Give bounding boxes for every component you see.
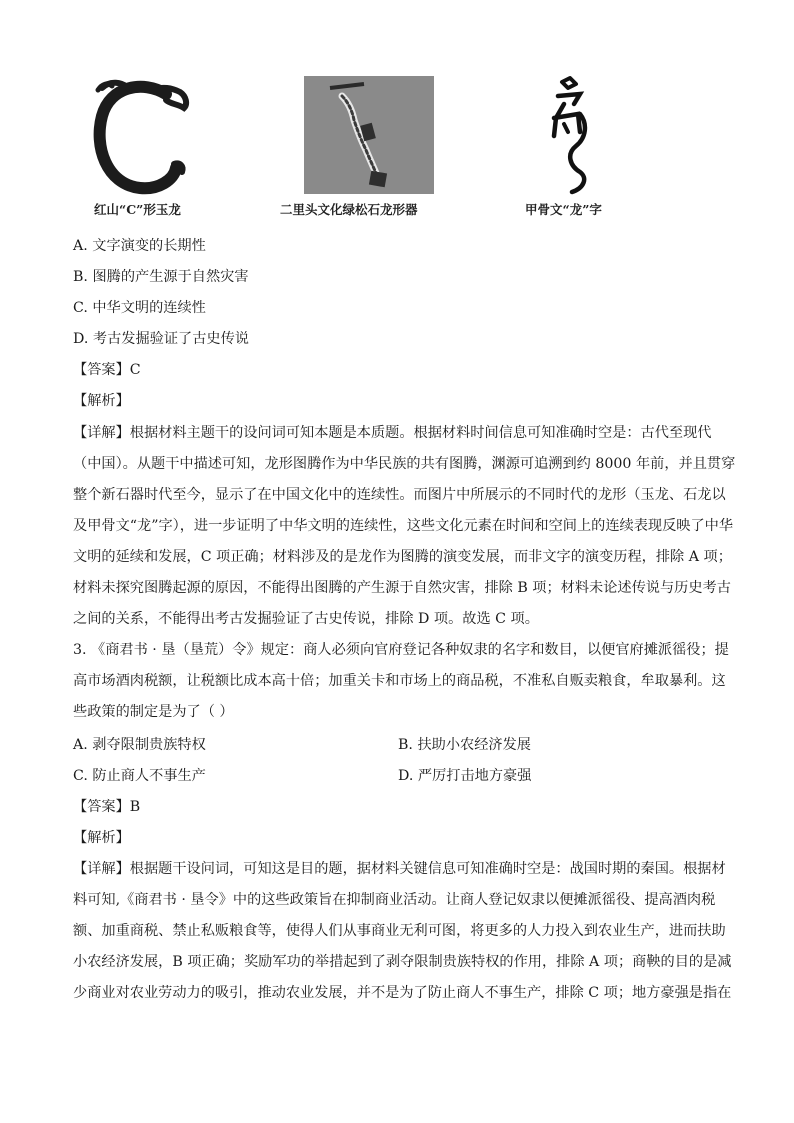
detail-line: 整个新石器时代至今，显示了在中国文化中的连续性。而图片中所展示的不同时代的龙形（玉龙、石龙以 <box>73 487 726 503</box>
detail-line: 额、加重商税、禁止私贩粮食等，使得人们从事商业无利可图，将更多的人力投入到农业生产，进而扶助 <box>73 923 726 939</box>
option-a: A. 文字演变的长期性 <box>73 238 206 254</box>
option-b: B. 扶助小农经济发展 <box>398 737 531 753</box>
option-d: D. 考古发掘验证了古史传说 <box>73 331 249 347</box>
detail-line: 材料未探究图腾起源的原因，不能得出图腾的产生源于自然灾害，排除 B 项；材料未论述传说与历史考古 <box>73 580 731 596</box>
detail-line: 文明的延续和发展，C 项正确；材料涉及的是龙作为图腾的演变发展，而非文字的演变历程，排除 A 项； <box>73 549 732 565</box>
turquoise-dragon-photo <box>304 76 434 194</box>
jade-c-dragon-image <box>88 76 193 198</box>
detail-line: 【详解】根据材料主题干的设问词可知本题是本质题。根据材料时间信息可知准确时空是：古代至现代 <box>73 425 712 441</box>
analysis-label: 【解析】 <box>73 393 130 409</box>
detail-line: 少商业对农业劳动力的吸引，推动农业发展，并不是为了防止商人不事生产，排除 C 项；地方豪强是指在 <box>73 985 732 1001</box>
detail-line: 之间的关系，不能得出考古发掘验证了古史传说，排除 D 项。故选 C 项。 <box>73 611 539 627</box>
figure-caption: 二里头文化绿松石龙形器 <box>280 202 418 217</box>
answer-label: 【答案】C <box>73 362 141 378</box>
oracle-bone-dragon-icon <box>540 74 600 198</box>
detail-line: 料可知,《商君书 · 垦令》中的这些政策旨在抑制商业活动。让商人登记奴隶以便摊派徭役、提高酒肉税 <box>73 892 716 908</box>
option-b: B. 图腾的产生源于自然灾害 <box>73 269 249 285</box>
detail-line: （中国）。从题干中描述可知，龙形图腾作为中华民族的共有图腾，渊源可追溯到约 8000 年前，并且贯穿 <box>73 456 736 472</box>
option-d: D. 严厉打击地方豪强 <box>398 768 532 784</box>
question-stem: 3. 《商君书 · 垦（垦荒）令》规定：商人必须向官府登记各种奴隶的名字和数目，以便官府摊派徭役；提 <box>73 642 729 658</box>
detail-line: 小农经济发展，B 项正确；奖励军功的举措起到了剥夺限制贵族特权的作用，排除 A 项；商鞅的目的是减 <box>73 954 732 970</box>
figure-caption: 红山“C”形玉龙 <box>94 202 181 217</box>
figure-caption: 甲骨文“龙”字 <box>525 202 602 217</box>
option-c: C. 中华文明的连续性 <box>73 300 206 316</box>
detail-line: 及甲骨文“龙”字），进一步证明了中华文明的连续性，这些文化元素在时间和空间上的连续表现反映了中华 <box>73 518 734 534</box>
question-stem: 些政策的制定是为了（ ） <box>73 704 234 720</box>
figure-row <box>0 70 794 220</box>
answer-label: 【答案】B <box>73 799 141 815</box>
option-a: A. 剥夺限制贵族特权 <box>73 737 206 753</box>
detail-line: 【详解】根据题干设问词，可知这是目的题，据材料关键信息可知准确时空是：战国时期的秦国。根据材 <box>73 861 726 877</box>
option-c: C. 防止商人不事生产 <box>73 768 206 784</box>
analysis-label: 【解析】 <box>73 830 130 846</box>
question-stem: 高市场酒肉税额，让税额比成本高十倍；加重关卡和市场上的商品税，不准私自贩卖粮食，牟取暴利。这 <box>73 673 726 689</box>
